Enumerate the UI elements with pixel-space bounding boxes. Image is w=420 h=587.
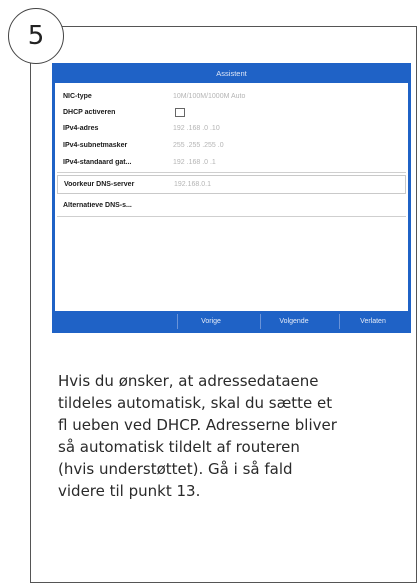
step-number-badge [8, 8, 64, 64]
ipv4-gateway-row [57, 153, 406, 171]
step-number: 5 [27, 21, 45, 51]
dhcp-checkbox[interactable] [175, 108, 185, 117]
ipv4-subnet-field[interactable]: 255 .255 .255 .0 [173, 141, 224, 149]
alternate-dns-label: Alternatieve DNS-s... [63, 201, 132, 209]
alternate-dns-row [57, 196, 406, 214]
ipv4-address-label: IPv4-adres [63, 124, 99, 132]
next-button[interactable]: Volgende [260, 314, 327, 329]
instruction-line: fl ueben ved DHCP. Adresserne bliver [58, 416, 337, 434]
instruction-text [58, 370, 408, 502]
ipv4-address-field[interactable]: 192 .168 .0 .10 [173, 124, 220, 132]
ipv4-subnet-row [57, 136, 406, 154]
assistant-dialog [52, 63, 411, 333]
instruction-line: så automatisk tildelt af routeren [58, 438, 300, 456]
instruction-line: tildeles automatisk, skal du sætte et [58, 394, 333, 412]
instruction-line: Hvis du ønsker, at adressedataene [58, 372, 319, 390]
row-separator [57, 216, 406, 217]
ipv4-gateway-field[interactable]: 192 .168 .0 .1 [173, 158, 216, 166]
cancel-button[interactable]: Verlaten [339, 314, 406, 329]
dhcp-label: DHCP activeren [63, 108, 116, 116]
ipv4-address-row [57, 119, 406, 137]
instruction-line: (hvis understøttet). Gå i så fald [58, 460, 293, 478]
preferred-dns-field[interactable]: 192.168.0.1 [174, 181, 211, 188]
previous-button[interactable]: Vorige [177, 314, 244, 329]
ipv4-subnet-label: IPv4-subnetmasker [63, 141, 128, 149]
row-separator [57, 172, 406, 173]
instruction-line: videre til punkt 13. [58, 482, 201, 500]
preferred-dns-row [57, 175, 406, 194]
nic-type-value[interactable]: 10M/100M/1000M Auto [173, 92, 246, 100]
nic-type-label: NIC-type [63, 92, 92, 100]
dialog-body [55, 83, 408, 311]
dialog-title: Assistent [216, 69, 247, 78]
preferred-dns-label: Voorkeur DNS-server [64, 181, 135, 188]
ipv4-gateway-label: IPv4-standaard gat... [63, 158, 132, 166]
